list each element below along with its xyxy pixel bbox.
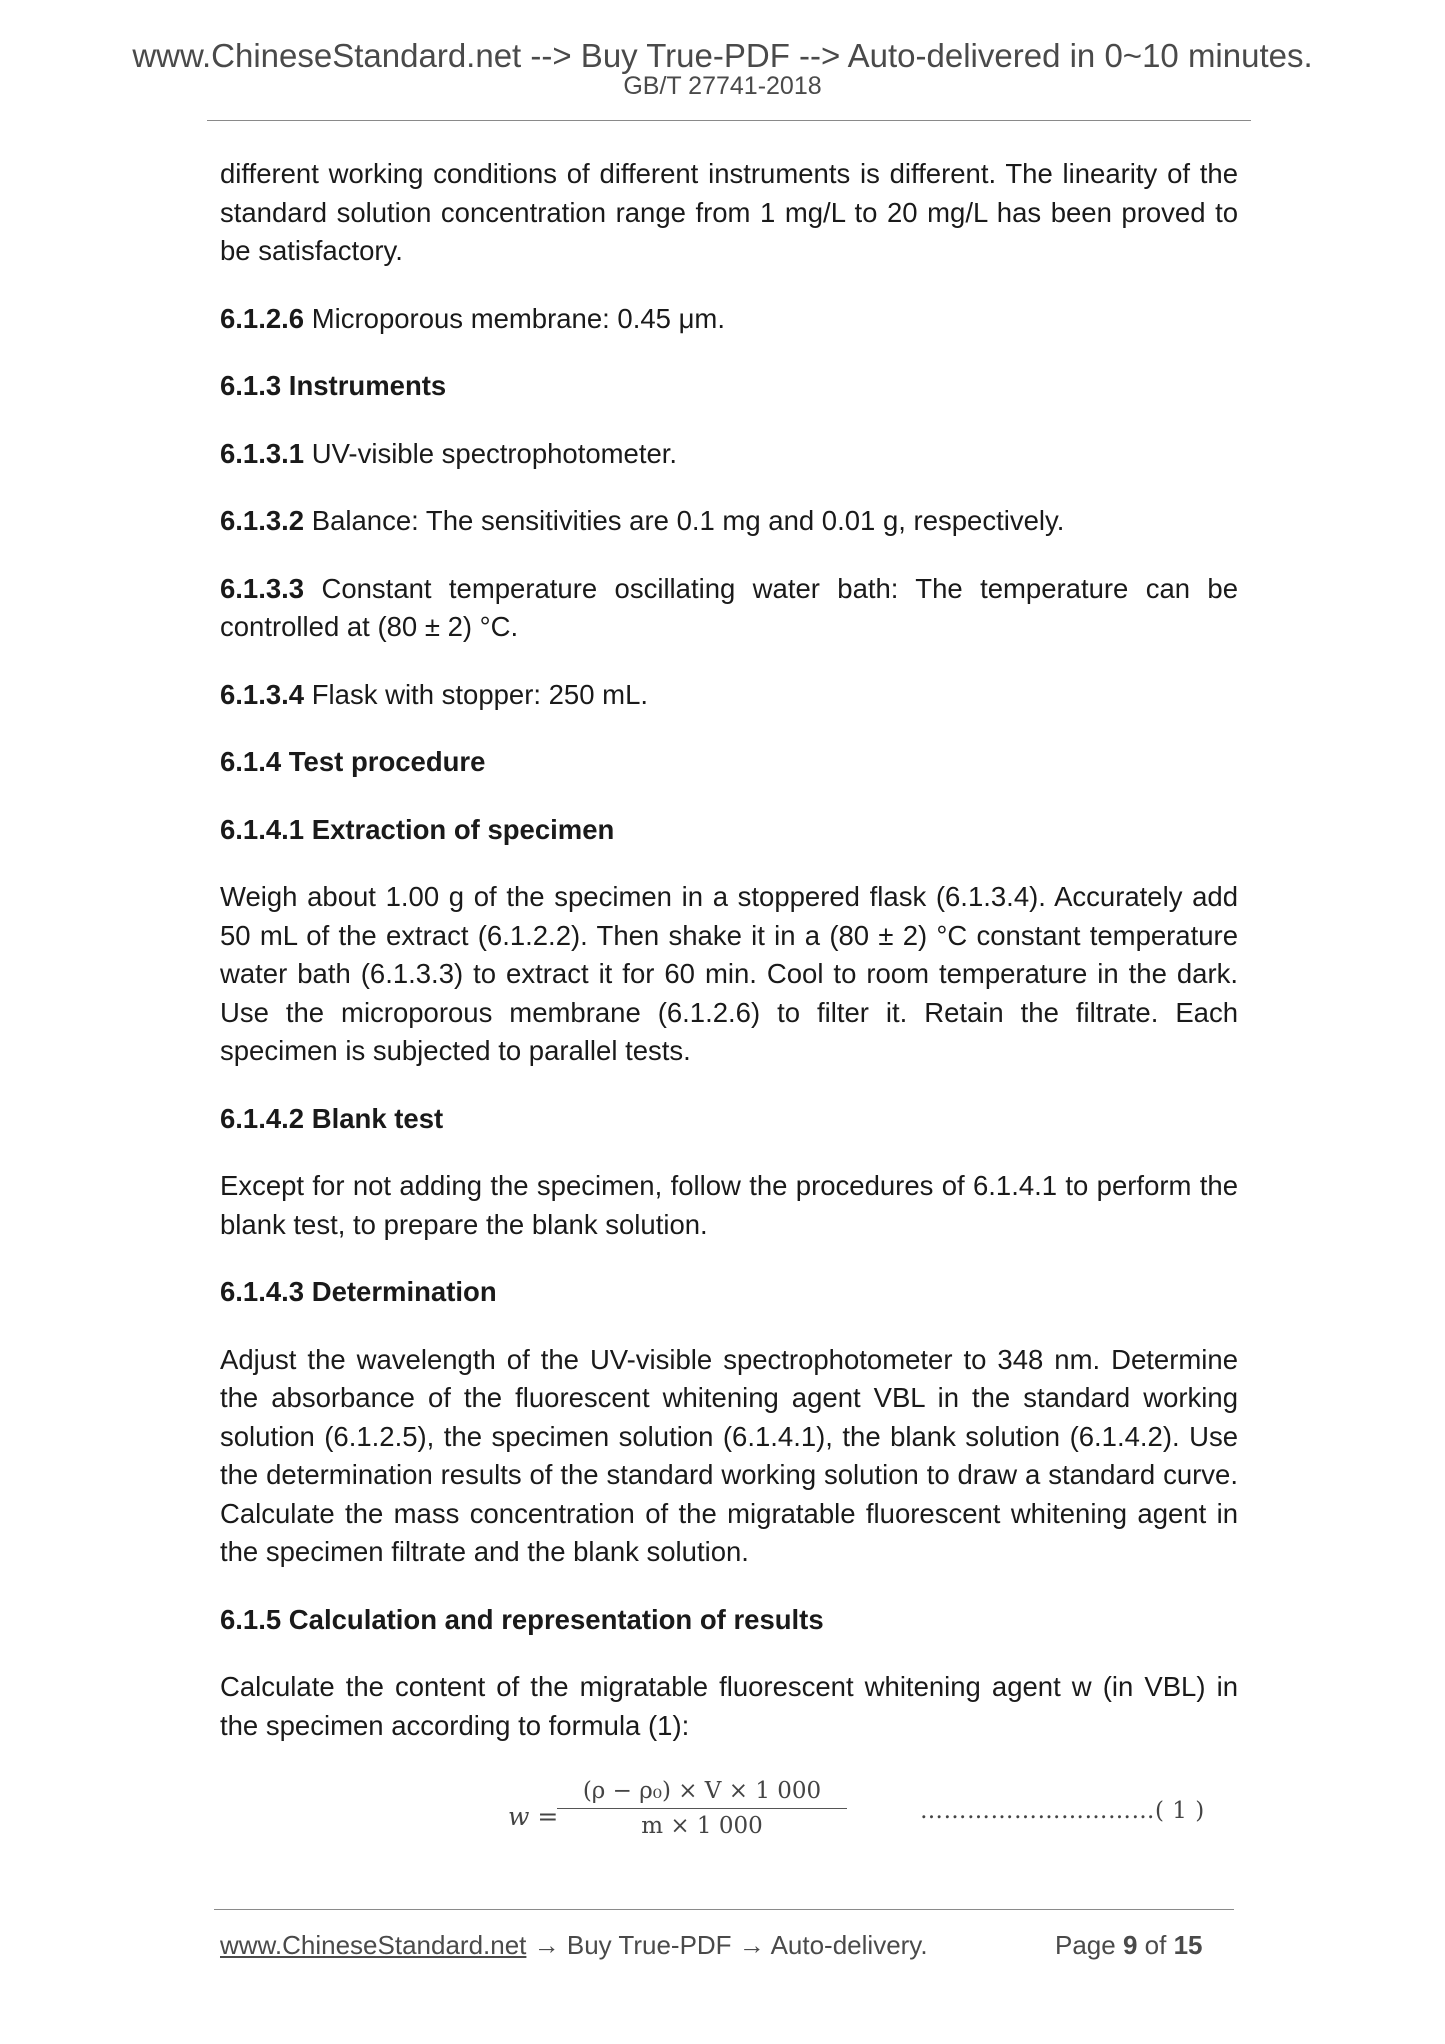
clause-6-1-3-2 [220,502,1238,541]
heading-6-1-5: 6.1.5 Calculation and representation of results [220,1603,824,1635]
clause-6-1-3-4 [220,676,1238,715]
clause-number: 6.1.3.4 [220,678,305,710]
clause-number: 6.1.2.6 [220,302,305,334]
blank-test-paragraph: Except for not adding the specimen, follow the procedures of 6.1.4.1 to perform the blank test, to prepare the blank solution. [220,1170,1238,1240]
clause-number: 6.1.3.1 [220,437,305,469]
formula-denominator: m × 1 000 [641,1813,763,1839]
site-banner: www.ChineseStandard.net --> Buy True-PDF --> Auto-delivered in 0~10 minutes. [132,37,1313,74]
page-total: 15 [1173,1930,1203,1960]
clause-number: 6.1.3.3 [220,572,305,604]
heading-6-1-4-3: 6.1.4.3 Determination [220,1276,497,1307]
clause-6-1-3-1 [220,435,1238,474]
clause-text: Constant temperature oscillating water bath: The temperature can be controlled at (80 ± 2) °C. [220,572,1238,642]
heading-6-1-3: 6.1.3 Instruments [220,370,447,401]
calculation-paragraph: Calculate the content of the migratable fluorescent whitening agent w (in VBL) in the specimen according to formula (1): [220,1671,1238,1741]
formula-1 [220,1774,1238,1856]
standard-code: GB/T 27741-2018 [623,72,822,100]
footer-divider [214,1909,1234,1910]
page-label: Page [1055,1930,1123,1960]
footer-promo [220,1930,928,1960]
extraction-paragraph: Weigh about 1.00 g of the specimen in a stoppered flask (6.1.3.4). Accurately add 50 mL of the extract (6.1.2.2). Then shake it in a (80 ± 2) °C constant temperature water bath (6.1.3.3) to extract it for 60 min. Cool to room temperature in the dark. Use the microporous membrane (6.1.2.6) to filter it. Retain the filtrate. Each specimen is subjected to parallel tests. [220,881,1238,1066]
clause-text: Microporous membrane: 0.45 μm. [304,302,725,334]
formula-number: …………………………( 1 ) [920,1798,1205,1824]
formula-numerator: (ρ − ρ₀) × V × 1 000 [557,1774,847,1809]
page-current: 9 [1122,1930,1138,1960]
clause-6-1-2-6 [220,300,1238,339]
heading-6-1-4-2: 6.1.4.2 Blank test [220,1102,444,1134]
page-of: of [1137,1930,1174,1960]
clause-text: Flask with stopper: 250 mL. [304,678,649,710]
determination-paragraph: Adjust the wavelength of the UV-visible spectrophotometer to 348 nm. Determine the absorbance of the fluorescent whitening agent VBL in the standard working solution (6.1.2.5), the specimen solution (6.1.4.1), the blank solution (6.1.4.2). Use the determination results of the standard working solution to draw a standard curve. Calculate the mass concentration of the migratable fluorescent whitening agent in the specimen filtrate and the blank solution. [220,1343,1238,1567]
heading-6-1-4-1: 6.1.4.1 Extraction of specimen [220,813,615,845]
footer-promo-text: → Buy True-PDF → Auto-delivery. [526,1930,928,1960]
page-indicator [1055,1930,1202,1960]
heading-6-1-4: 6.1.4 Test procedure [220,746,486,777]
header-divider [207,120,1251,121]
formula-fraction [557,1774,847,1843]
document-body [220,155,1238,1856]
clause-text: Balance: The sensitivities are 0.1 mg and 0.01 g, respectively. [304,505,1065,536]
footer-site-link[interactable]: www.ChineseStandard.net [220,1930,527,1960]
formula-lhs: w = [508,1802,559,1831]
intro-paragraph: different working conditions of different instruments is different. The linearity of the standard solution concentration range from 1 mg/L to 20 mg/L has been proved to be satisfactory. [220,158,1238,266]
clause-number: 6.1.3.2 [220,505,305,536]
clause-text: UV-visible spectrophotometer. [304,437,678,469]
clause-6-1-3-3 [220,570,1238,647]
